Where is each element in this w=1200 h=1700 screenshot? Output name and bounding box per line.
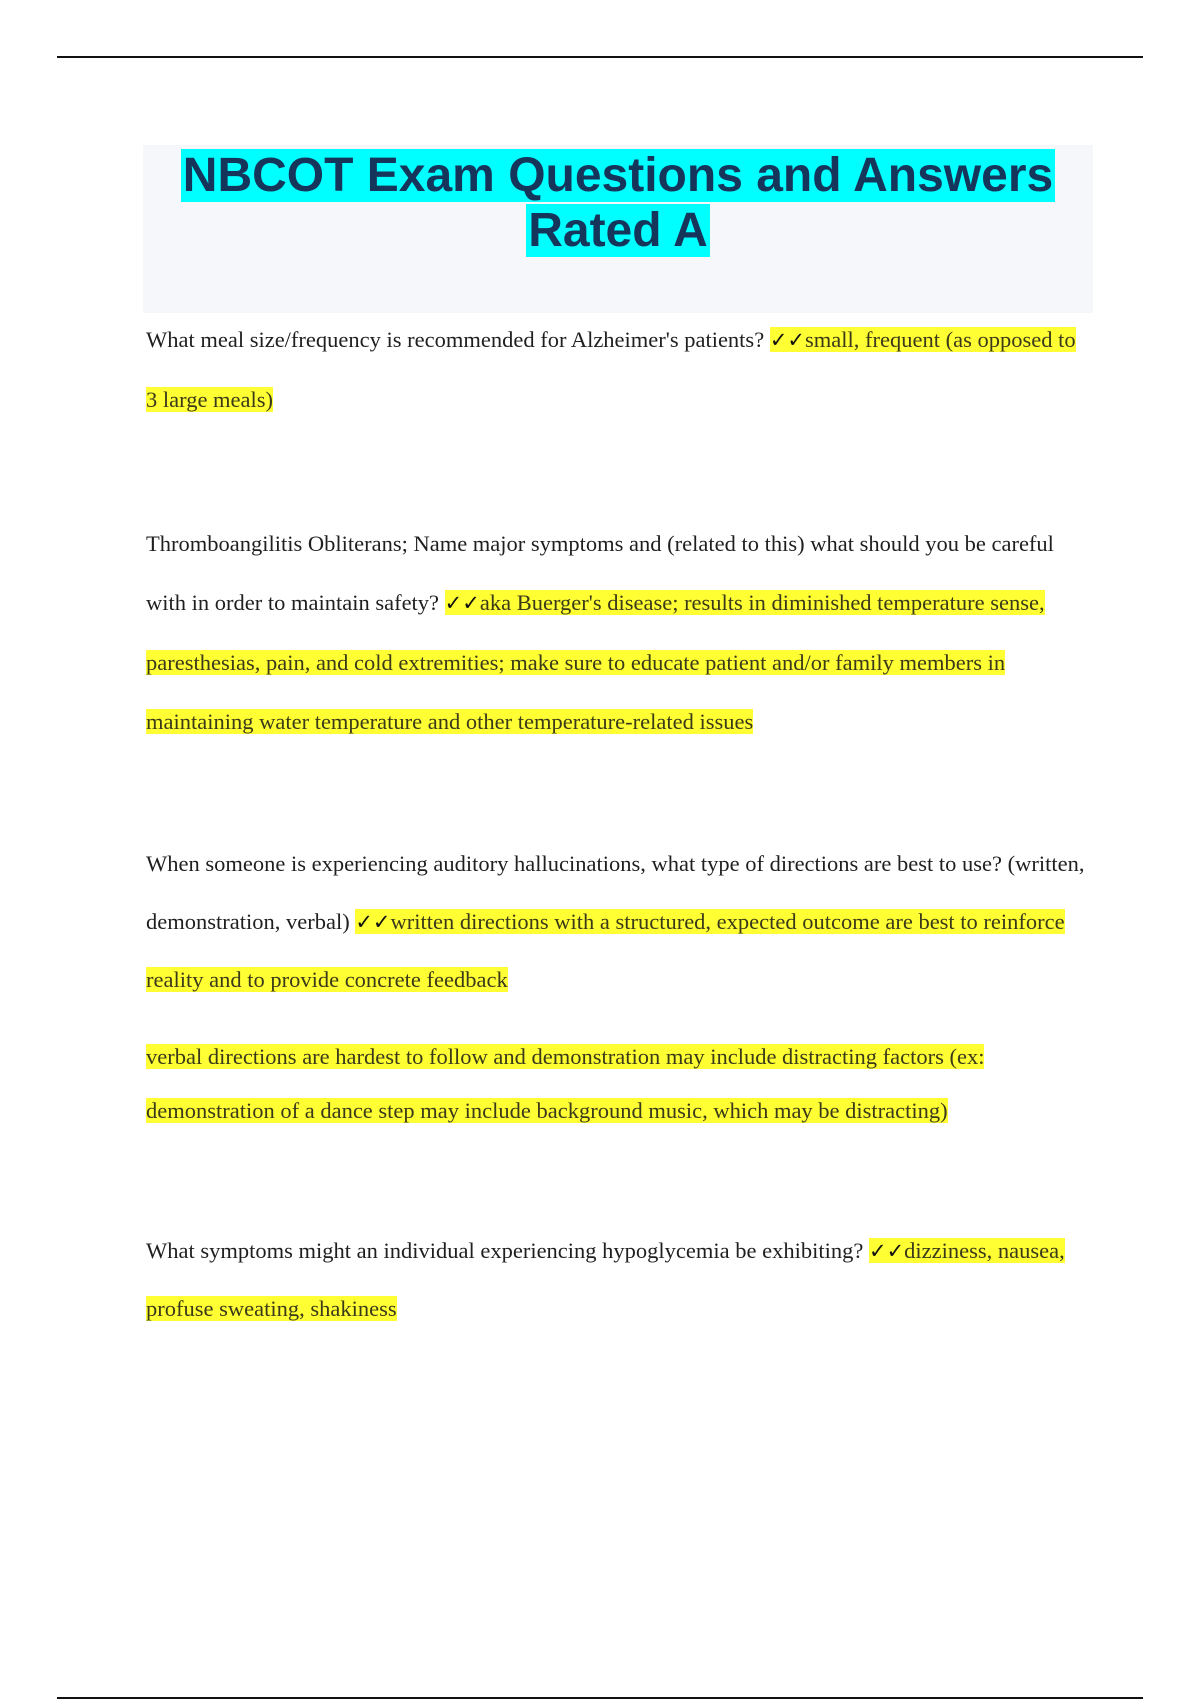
document-title: [143, 145, 1093, 258]
double-check-icon: ✓✓: [355, 910, 391, 934]
answer-text: small, frequent (as opposed to 3 large meals): [146, 327, 1076, 412]
double-check-icon: ✓✓: [868, 1239, 905, 1263]
double-check-icon: ✓✓: [444, 591, 480, 615]
bottom-rule: [57, 1697, 1143, 1699]
qa-item-1: [146, 310, 1086, 430]
question-text: What symptoms might an individual experiencing hypoglycemia be exhibiting?: [146, 1238, 864, 1263]
answer-text: written directions with a structured, expected outcome are best to reinforce reality and to provide concrete feedback: [146, 909, 1065, 992]
answer-continued-text: verbal directions are hardest to follow and demonstration may include distracting factors (ex: demonstration of a dance step may include background music, which may be distracting): [146, 1044, 985, 1123]
top-rule: [57, 56, 1143, 58]
double-check-icon: ✓✓: [769, 328, 806, 352]
title-line-2: Rated A: [528, 204, 708, 257]
question-text: When someone is experiencing auditory hallucinations, what type of directions are best to use? (written, demonstration, verbal): [146, 851, 1085, 934]
qa-item-4: [146, 1222, 1086, 1338]
qa-item-3-continuation: [146, 1030, 1086, 1138]
title-line-1: NBCOT Exam Questions and Answers: [182, 149, 1054, 202]
qa-item-3: [146, 835, 1086, 1009]
question-text: Thromboangilitis Obliterans; Name major symptoms and (related to this) what should you be careful with in order to maintain safety?: [146, 531, 1054, 615]
answer-text: dizziness, nausea, profuse sweating, shakiness: [146, 1238, 1065, 1321]
answer-text: aka Buerger's disease; results in diminished temperature sense, paresthesias, pain, and cold extremities; make sure to educate patient and/or family members in maintaining water temperature and other temperature-related issues: [146, 590, 1045, 734]
qa-item-2: [146, 514, 1086, 751]
question-text: What meal size/frequency is recommended for Alzheimer's patients?: [146, 327, 765, 352]
title-block: [143, 145, 1093, 313]
